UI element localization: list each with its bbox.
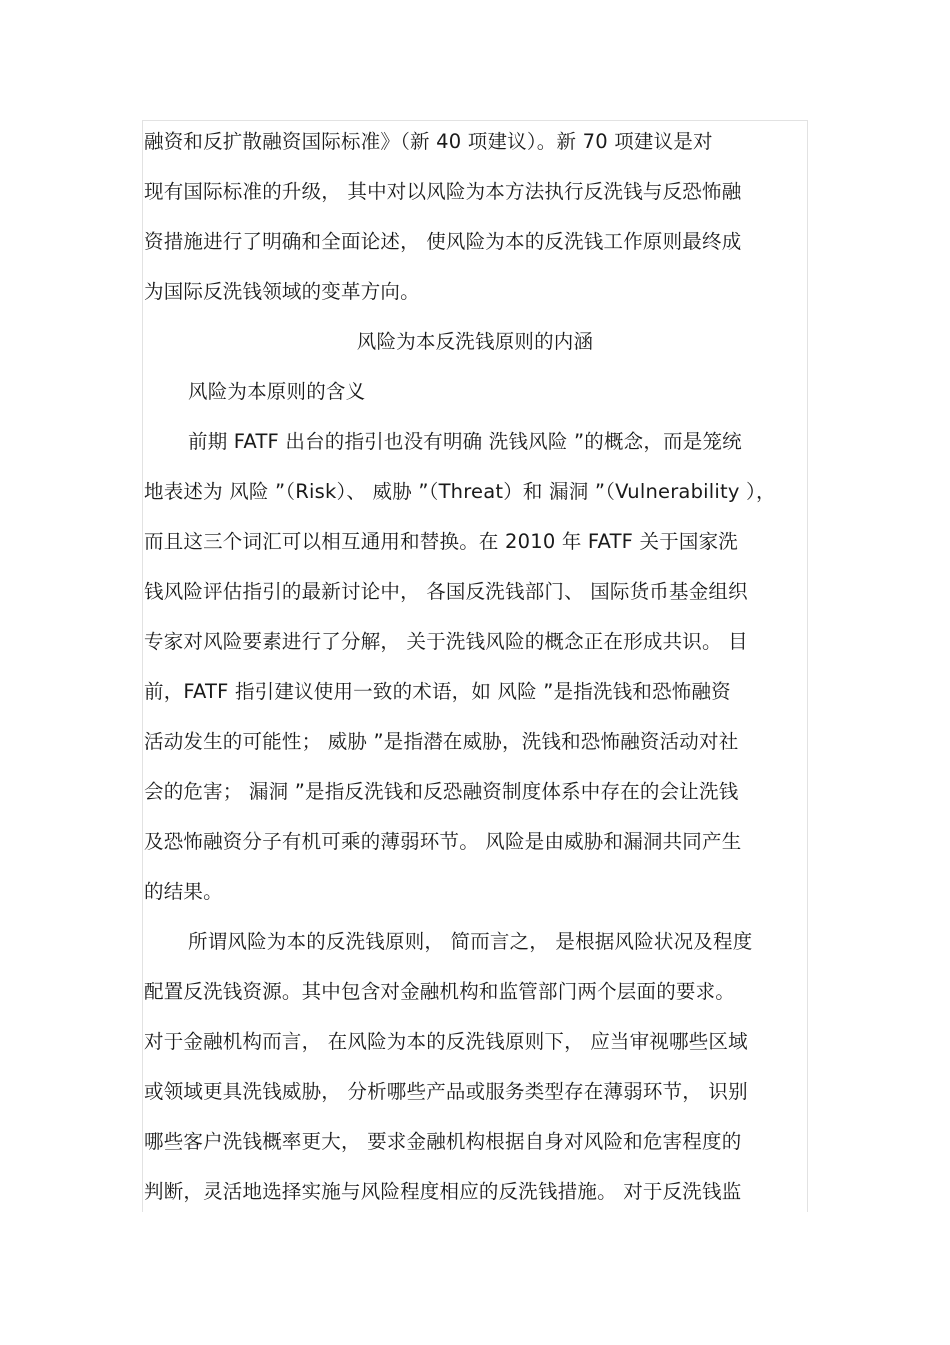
subsection-heading: 风险为本原则的含义 bbox=[188, 380, 366, 403]
text-line-12: 前，FATF 指引建议使用一致的术语，如 风险 ”是指洗钱和恐怖融资 bbox=[144, 680, 731, 703]
text-line-2: 现有国际标准的升级， 其中对以风险为本方法执行反洗钱与反恐怖融 bbox=[144, 180, 742, 203]
text-line-1: 融资和反扩散融资国际标准》（新 40 项建议）。新 70 项建议是对 bbox=[144, 130, 713, 153]
text-line-9: 而且这三个词汇可以相互通用和替换。在 2010 年 FATF 关于国家洗 bbox=[144, 530, 738, 553]
text-line-18: 配置反洗钱资源。其中包含对金融机构和监管部门两个层面的要求。 bbox=[144, 980, 736, 1003]
text-line-13: 活动发生的可能性； 威胁 ”是指潜在威胁，洗钱和恐怖融资活动对社 bbox=[144, 730, 739, 753]
text-line-11: 专家对风险要素进行了分解， 关于洗钱风险的概念正在形成共识。 目 bbox=[144, 630, 748, 653]
text-line-3: 资措施进行了明确和全面论述， 使风险为本的反洗钱工作原则最终成 bbox=[144, 230, 742, 253]
section-heading: 风险为本反洗钱原则的内涵 bbox=[356, 330, 594, 353]
text-line-21: 哪些客户洗钱概率更大， 要求金融机构根据自身对风险和危害程度的 bbox=[144, 1130, 742, 1153]
text-line-4: 为国际反洗钱领域的变革方向。 bbox=[144, 280, 420, 303]
paragraph-start-2: 所谓风险为本的反洗钱原则， 简而言之， 是根据风险状况及程度 bbox=[188, 930, 753, 953]
text-line-16: 的结果。 bbox=[144, 880, 223, 903]
text-line-22: 判断，灵活地选择实施与风险程度相应的反洗钱措施。 对于反洗钱监 bbox=[144, 1180, 742, 1203]
document-body bbox=[144, 121, 806, 1221]
text-line-14: 会的危害； 漏洞 ”是指反洗钱和反恐融资制度体系中存在的会让洗钱 bbox=[144, 780, 739, 803]
text-line-15: 及恐怖融资分子有机可乘的薄弱环节。 风险是由威胁和漏洞共同产生 bbox=[144, 830, 742, 853]
text-line-19: 对于金融机构而言， 在风险为本的反洗钱原则下， 应当审视哪些区域 bbox=[144, 1030, 748, 1053]
text-line-10: 钱风险评估指引的最新讨论中， 各国反洗钱部门、 国际货币基金组织 bbox=[144, 580, 748, 603]
paragraph-start-1: 前期 FATF 出台的指引也没有明确 洗钱风险 ”的概念，而是笼统 bbox=[188, 430, 742, 453]
text-line-8: 地表述为 风险 ”（Risk）、 威胁 ”（Threat）和 漏洞 ”（Vulnerability ）， bbox=[144, 480, 776, 503]
text-line-20: 或领域更具洗钱威胁， 分析哪些产品或服务类型存在薄弱环节， 识别 bbox=[144, 1080, 748, 1103]
